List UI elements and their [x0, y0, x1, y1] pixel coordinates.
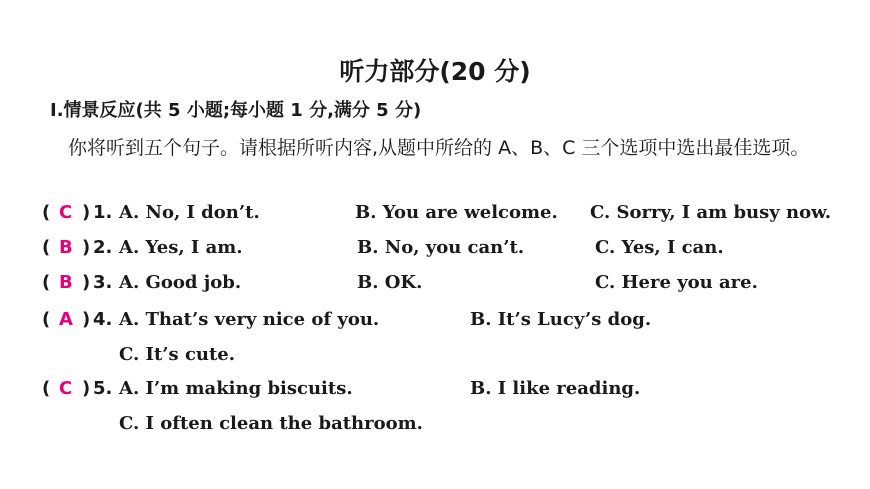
open-paren: ( [42, 378, 51, 399]
open-paren: ( [42, 237, 51, 258]
option-c: C. Yes, I can. [595, 237, 724, 258]
question-row [42, 378, 862, 406]
option-a: A. I’m making biscuits. [119, 378, 353, 399]
option-b: B. I like reading. [470, 378, 641, 399]
close-paren: ) [82, 237, 91, 258]
question-row [42, 202, 862, 230]
option-a: A. Good job. [119, 272, 242, 293]
question-number: 1. [93, 202, 113, 223]
option-b: B. You are welcome. [355, 202, 558, 223]
open-paren: ( [42, 202, 51, 223]
option-a: A. No, I don’t. [119, 202, 260, 223]
question-number: 3. [93, 272, 113, 293]
option-b: B. No, you can’t. [357, 237, 525, 258]
answer-letter: C [59, 202, 73, 223]
option-a: A. That’s very nice of you. [119, 309, 380, 330]
section-heading: Ⅰ.情景反应(共 5 小题;每小题 1 分,满分 5 分) [50, 100, 422, 121]
answer-letter: B [59, 272, 73, 293]
option-b: B. It’s Lucy’s dog. [470, 309, 652, 330]
section-instructions: 你将听到五个句子。请根据所听内容,从题中所给的 A、B、C 三个选项中选出最佳选项。 [68, 137, 810, 159]
question-number: 4. [93, 309, 113, 330]
question-row [42, 309, 862, 337]
open-paren: ( [42, 309, 51, 330]
answer-letter: B [59, 237, 73, 258]
question-row [42, 237, 862, 265]
option-c: C. I often clean the bathroom. [119, 413, 423, 434]
question-number: 5. [93, 378, 113, 399]
option-a: A. Yes, I am. [119, 237, 243, 258]
question-row [42, 272, 862, 300]
close-paren: ) [82, 378, 91, 399]
close-paren: ) [82, 202, 91, 223]
option-c: C. It’s cute. [119, 344, 236, 365]
option-b: B. OK. [357, 272, 423, 293]
option-c: C. Here you are. [595, 272, 758, 293]
option-c: C. Sorry, I am busy now. [590, 202, 832, 223]
open-paren: ( [42, 272, 51, 293]
answer-letter: A [59, 309, 73, 330]
close-paren: ) [82, 309, 91, 330]
answer-letter: C [59, 378, 73, 399]
question-number: 2. [93, 237, 113, 258]
page-title: 听力部分(20 分) [339, 57, 531, 86]
close-paren: ) [82, 272, 91, 293]
